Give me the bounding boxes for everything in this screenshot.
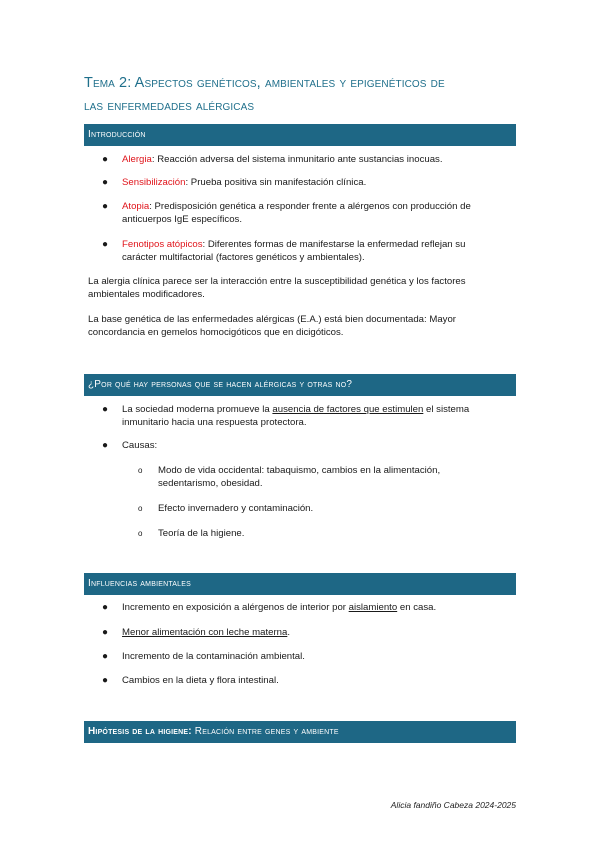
paragraph-line: concordancia en gemelos homocigóticos que en dicigóticos.: [88, 327, 344, 338]
list-item-text: Causas:: [122, 440, 158, 451]
term-definition-cont: carácter multifactorial (factores genéticos y ambientales).: [122, 252, 365, 263]
bullet-icon: ●: [102, 201, 109, 212]
page-footer: Alicia fandiño Cabeza 2024-2025: [390, 800, 516, 810]
underlined-text: ausencia de factores que estimulen: [272, 404, 424, 415]
paragraph-line: ambientales modificadores.: [88, 289, 205, 300]
list-item-text: Cambios en la dieta y flora intestinal.: [122, 675, 279, 686]
sub-list-text: Teoría de la higiene.: [158, 528, 245, 539]
sub-list-text: Efecto invernadero y contaminación.: [158, 503, 314, 514]
bullet-icon: ●: [102, 239, 109, 250]
circle-bullet-icon: o: [138, 529, 143, 538]
underlined-text: aislamiento: [348, 602, 398, 613]
page-title: [84, 72, 516, 118]
paragraph: [88, 275, 516, 301]
section-heading-hygiene: [84, 721, 516, 743]
sub-list-text: sedentarismo, obesidad.: [158, 478, 263, 489]
section-heading-intro: Introducción: [84, 124, 516, 146]
text-run: Incremento en exposición a alérgenos de interior por: [122, 602, 349, 613]
bullet-icon: ●: [102, 440, 109, 451]
section-heading-env: Influencias ambientales: [84, 573, 516, 595]
text-run: el sistema: [423, 404, 470, 415]
term-definition-cont: anticuerpos IgE específicos.: [122, 214, 242, 225]
bullet-icon: ●: [102, 404, 109, 415]
term-definition: : Predisposición genética a responder frente a alérgenos con producción de: [149, 201, 471, 212]
bullet-icon: ●: [102, 154, 109, 165]
heading-rest: Relación entre genes y ambiente: [191, 726, 339, 737]
text-run: La sociedad moderna promueve la: [122, 404, 273, 415]
bullet-icon: ●: [102, 602, 109, 613]
heading-bold: Hipótesis de la higiene:: [88, 726, 192, 737]
term-label: Fenotipos atópicos: [122, 239, 203, 250]
text-run: inmunitario hacia una respuesta protectora.: [122, 417, 307, 428]
circle-bullet-icon: o: [138, 504, 143, 513]
sub-list-text: Modo de vida occidental: tabaquismo, cambios en la alimentación,: [158, 465, 441, 476]
bullet-icon: ●: [102, 651, 109, 662]
text-run: en casa.: [397, 602, 437, 613]
list-item-text: Incremento de la contaminación ambiental.: [122, 651, 305, 662]
paragraph: [88, 313, 516, 339]
bullet-icon: ●: [102, 177, 109, 188]
text-run: .: [287, 627, 290, 638]
section-heading-why: ¿Por qué hay personas que se hacen alérgicas y otras no?: [84, 374, 516, 396]
underlined-text: Menor alimentación con leche materna: [122, 627, 288, 638]
paragraph-line: La alergia clínica parece ser la interacción entre la susceptibilidad genética y los factores: [88, 276, 466, 287]
term-label: Alergia: [122, 154, 152, 165]
title-line-1: Tema 2: Aspectos genéticos, ambientales y epigenéticos de: [84, 75, 445, 91]
term-label: Sensibilización: [122, 177, 186, 188]
term-label: Atopia: [122, 201, 150, 212]
bullet-icon: ●: [102, 675, 109, 686]
term-definition: : Prueba positiva sin manifestación clínica.: [185, 177, 367, 188]
term-definition: : Reacción adversa del sistema inmunitario ante sustancias inocuas.: [151, 154, 443, 165]
paragraph-line: La base genética de las enfermedades alérgicas (E.A.) está bien documentada: Mayor: [88, 314, 456, 325]
term-definition: : Diferentes formas de manifestarse la enfermedad reflejan su: [202, 239, 466, 250]
title-line-2: las enfermedades alérgicas: [84, 98, 255, 114]
bullet-icon: ●: [102, 627, 109, 638]
circle-bullet-icon: o: [138, 466, 143, 475]
